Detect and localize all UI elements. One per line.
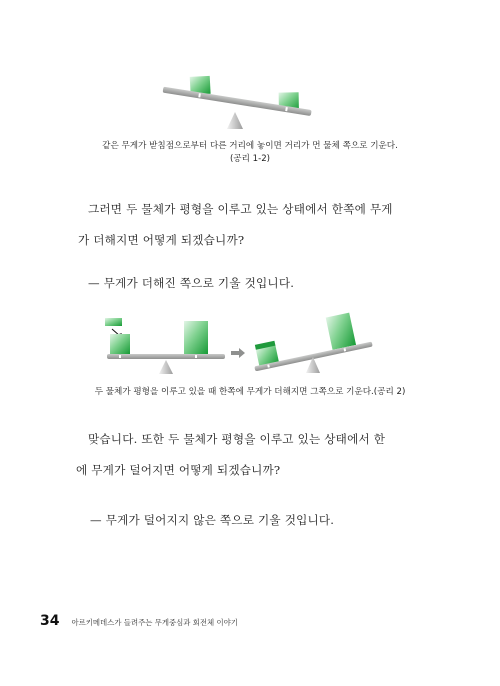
figure1-caption-line1: 같은 무게가 받침점으로부터 다른 거리에 놓이면 거리가 먼 물체 쪽으로 기운다. (102, 141, 398, 151)
paragraph-question-2 (76, 424, 425, 486)
weight-right-tilted (326, 313, 356, 350)
figure-weight-added (103, 312, 403, 380)
weight-left (110, 334, 130, 354)
answer-2: — 무게가 덜어지지 않은 쪽으로 기울 것입니다. (90, 513, 335, 527)
weight-added-top (105, 318, 122, 326)
paragraph1-line2: 가 더해지면 어떻게 되겠습니까? (78, 233, 245, 247)
figure1-caption-line2: (공리 1-2) (229, 154, 271, 164)
paragraph1-line1: 그러면 두 물체가 평형을 이루고 있는 상태에서 한쪽에 무게 (88, 202, 393, 216)
lever-beam-balanced (107, 354, 225, 359)
fulcrum-balanced (159, 360, 173, 374)
figure-tilted-lever (160, 72, 335, 134)
page-number: 34 (40, 613, 60, 629)
answer-1: — 무게가 더해진 쪽으로 기울 것입니다. (88, 276, 295, 290)
fulcrum (227, 112, 243, 129)
paragraph2-line1: 맞습니다. 또한 두 물체가 평형을 이루고 있는 상태에서 한 (88, 432, 386, 446)
book-title: 아르키메데스가 들려주는 무게중심과 회전체 이야기 (71, 618, 238, 627)
figure1-caption (60, 140, 440, 166)
arrow-right-icon (231, 348, 245, 358)
paragraph-question-1 (78, 194, 427, 256)
page-footer (40, 613, 238, 633)
weight-right (184, 321, 208, 354)
paragraph2-line2: 에 무게가 덜어지면 어떻게 되겠습니까? (76, 463, 281, 477)
figure2-caption: 두 물체가 평형을 이루고 있을 때 한쪽에 무게가 더해지면 그쪽으로 기운다.(공리 2) (94, 387, 406, 397)
